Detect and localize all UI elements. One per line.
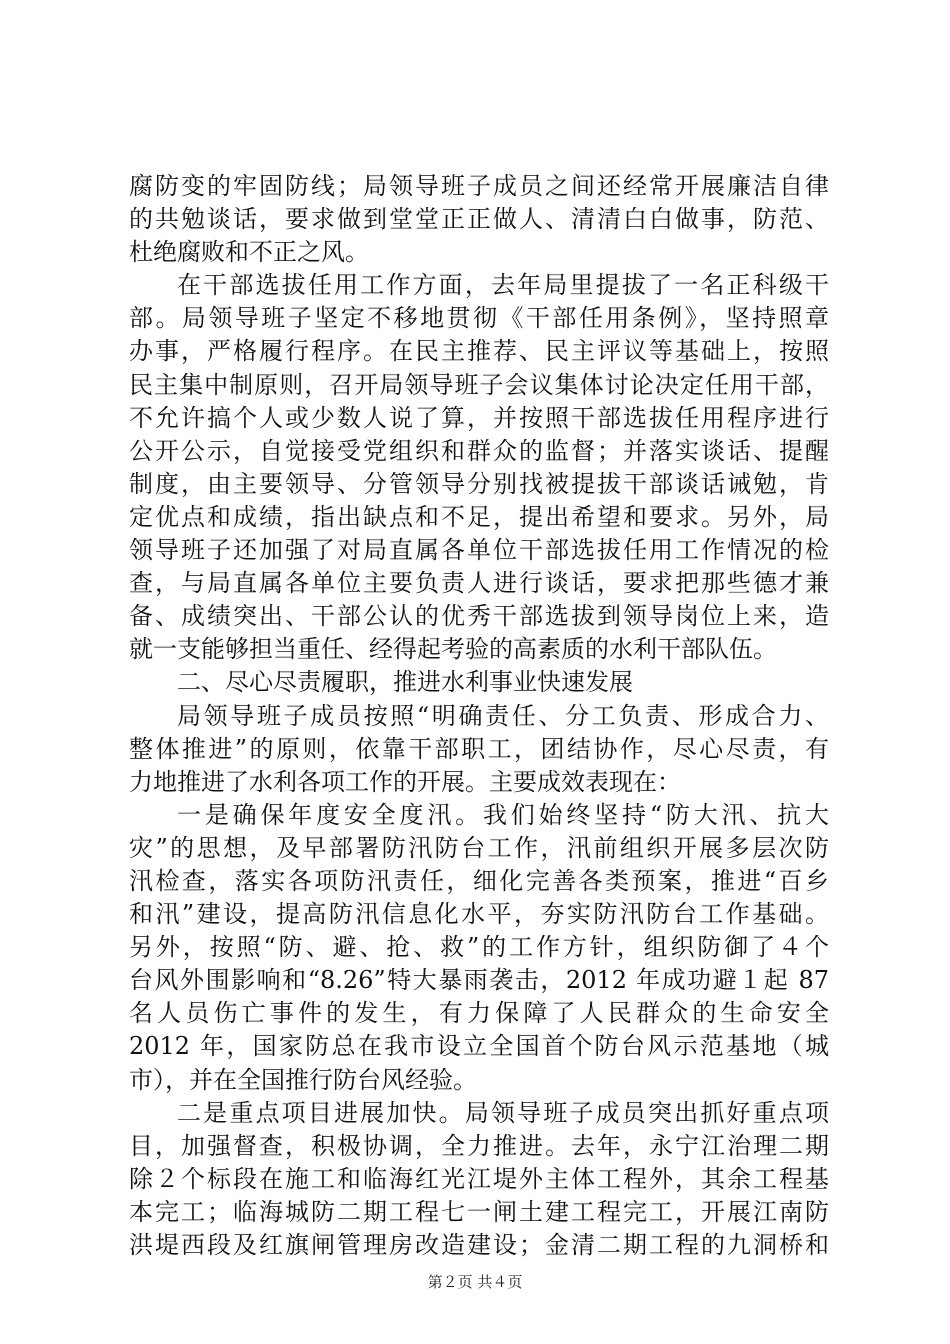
text-line: 名人员伤亡事件的发生，有力保障了人民群众的生命安全 — [129, 999, 829, 1028]
document-body — [129, 170, 829, 1262]
text-line: 的共勉谈话，要求做到堂堂正正做人、清清白白做事，防范、 — [129, 205, 829, 234]
text-line: 和汛”建设，提高防汛信息化水平，夯实防汛防台工作基础。 — [129, 900, 829, 929]
text-line: 公开公示，自觉接受党组织和群众的监督；并落实谈话、提醒 — [129, 436, 829, 465]
text-line: 灾”的思想，及早部署防汛防台工作，汛前组织开展多层次防 — [129, 833, 829, 862]
text-line: 力地推进了水利各项工作的开展。主要成效表现在： — [129, 767, 681, 796]
text-line: 查，与局直属各单位主要负责人进行谈话，要求把那些德才兼 — [129, 569, 829, 598]
text-line: 民主集中制原则，召开局领导班子会议集体讨论决定任用干部， — [129, 370, 829, 399]
text-line: 就一支能够担当重任、经得起考验的高素质的水利干部队伍。 — [129, 635, 777, 664]
text-line: 二是重点项目进展加快。局领导班子成员突出抓好重点项 — [177, 1098, 829, 1127]
text-line: 备、成绩突出、干部公认的优秀干部选拔到领导岗位上来，造 — [129, 602, 829, 631]
text-line: 台风外围影响和“8.26”特大暴雨袭击，2012 年成功避１起 87 — [129, 966, 829, 995]
text-line: 目，加强督查，积极协调，全力推进。去年，永宁江治理二期 — [129, 1131, 829, 1160]
text-line: 在干部选拔任用工作方面，去年局里提拔了一名正科级干 — [177, 271, 829, 300]
text-line: 定优点和成绩，指出缺点和不足，提出希望和要求。另外，局 — [129, 502, 829, 531]
text-line: 杜绝腐败和不正之风。 — [129, 238, 369, 267]
text-line: 制度，由主要领导、分管领导分别找被提拔干部谈话诫勉，肯 — [129, 469, 829, 498]
text-line: 整体推进”的原则，依靠干部职工，团结协作，尽心尽责，有 — [129, 734, 829, 763]
text-line: 洪堤西段及红旗闸管理房改造建设；金清二期工程的九洞桥和 — [129, 1231, 829, 1259]
text-line: 部。局领导班子坚定不移地贯彻《干部任用条例》，坚持照章 — [129, 304, 829, 333]
page-number-footer: 第２页 共４页 — [427, 1273, 523, 1291]
text-line: 办事，严格履行程序。在民主推荐、民主评议等基础上，按照 — [129, 337, 829, 366]
text-line: 本完工；临海城防二期工程七一闸土建工程完工，开展江南防 — [129, 1197, 829, 1226]
text-line: 市），并在全国推行防台风经验。 — [129, 1065, 477, 1094]
text-line: 另外，按照“防、避、抢、救”的工作方针，组织防御了４个 — [129, 933, 829, 962]
text-line: 汛检查，落实各项防汛责任，细化完善各类预案，推进“百乡 — [129, 866, 829, 895]
text-line: 不允许搞个人或少数人说了算，并按照干部选拔任用程序进行 — [129, 403, 829, 432]
text-line: 腐防变的牢固防线；局领导班子成员之间还经常开展廉洁自律 — [129, 172, 829, 200]
text-line: 二、尽心尽责履职，推进水利事业快速发展 — [177, 668, 633, 697]
text-line: 除２个标段在施工和临海红光江堤外主体工程外，其余工程基 — [129, 1164, 829, 1193]
text-line: 一是确保年度安全度汛。我们始终坚持“防大汛、抗大 — [177, 800, 829, 829]
text-line: 2012 年，国家防总在我市设立全国首个防台风示范基地（城 — [129, 1032, 829, 1061]
text-line: 局领导班子成员按照“明确责任、分工负责、形成合力、 — [177, 701, 829, 730]
text-line: 领导班子还加强了对局直属各单位干部选拔任用工作情况的检 — [129, 536, 829, 565]
